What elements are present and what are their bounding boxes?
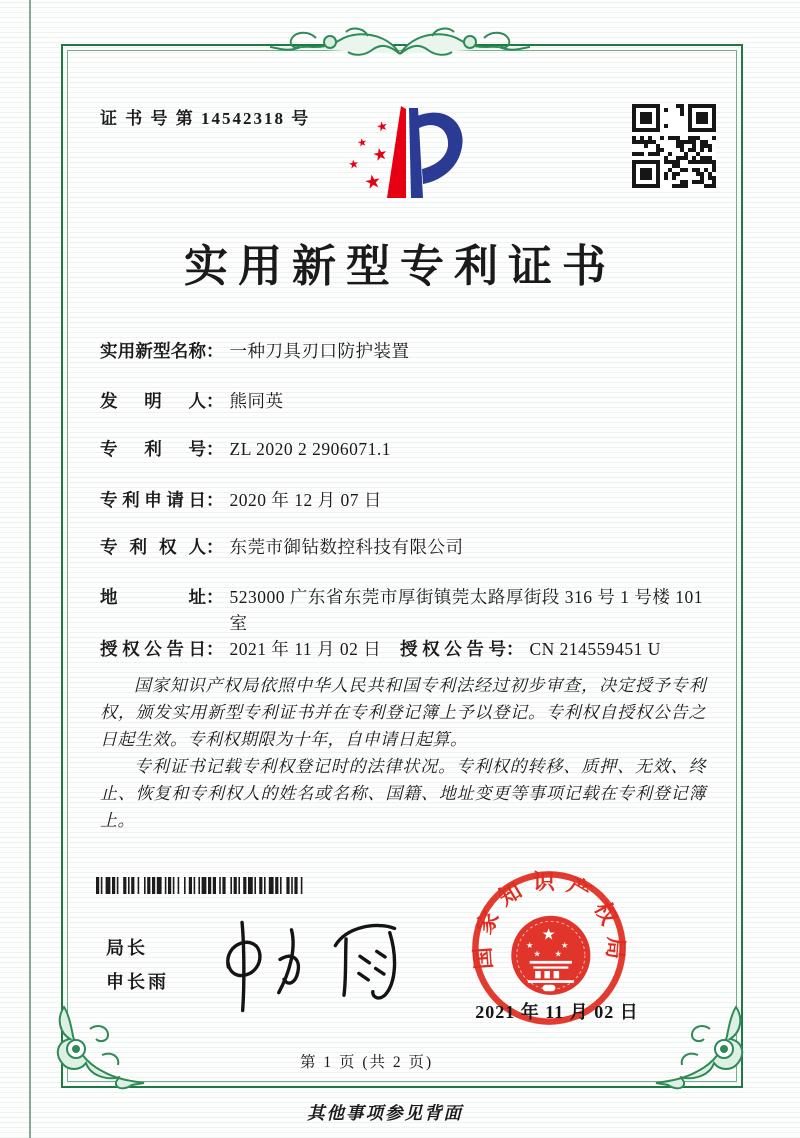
legal-paragraph-2: 专利证书记载专利权登记时的法律状况。专利权的转移、质押、无效、终止、恢复和专利权人的姓名或名称、国籍、地址变更等事项记载在专利登记簿上。 <box>100 757 706 830</box>
field-address <box>100 584 715 636</box>
svg-text:★: ★ <box>362 169 384 195</box>
field-value: 2021 年 11 月 02 日 <box>229 639 382 659</box>
certificate-title: 实用新型专利证书 <box>184 242 616 291</box>
field-label: 实用新型名称 <box>100 341 206 361</box>
cnipa-logo-icon <box>343 96 468 208</box>
field-patentee <box>100 534 715 560</box>
svg-text:★: ★ <box>533 948 541 959</box>
field-label: 专利号 <box>100 439 206 459</box>
svg-text:★: ★ <box>554 948 562 959</box>
field-colon: ： <box>206 537 224 557</box>
svg-text:★: ★ <box>541 924 556 944</box>
see-reverse-note: 其他事项参见背面 <box>307 1103 463 1123</box>
field-value: 2020 年 12 月 07 日 <box>229 490 382 510</box>
field-colon: ： <box>206 490 224 510</box>
handwritten-signature-icon <box>198 903 418 1013</box>
top-scroll-ornament-icon <box>268 24 532 70</box>
field-value: 熊同英 <box>229 391 284 411</box>
field-label: 授权公告日 <box>100 639 206 659</box>
svg-text:★: ★ <box>356 135 369 150</box>
legal-text-block <box>100 672 706 834</box>
seal-grant-date: 2021 年 11 月 02 日 <box>475 1002 639 1022</box>
field-label: 专利申请日 <box>100 490 206 510</box>
field-value: 523000 广东省东莞市厚街镇莞太路厚街段 316 号 1 号楼 101 室 <box>229 587 703 633</box>
svg-text:国家知识产权局: 国家知识产权局 <box>469 869 629 971</box>
field-grant-number <box>400 636 661 662</box>
svg-text:★: ★ <box>374 118 390 136</box>
scan-edge-line <box>29 0 31 1138</box>
field-colon: ： <box>506 639 524 659</box>
field-inventor <box>100 388 715 414</box>
svg-text:★: ★ <box>560 940 569 950</box>
legal-paragraph-1: 国家知识产权局依照中华人民共和国专利法经过初步审查，决定授予专利权，颁发实用新型专利证书并在专利登记簿上予以登记。专利权自授权公告之日起生效。专利权期限为十年，自申请日起算。 <box>100 676 706 749</box>
field-patent-number <box>100 436 715 462</box>
bottom-left-corner-ornament-icon <box>50 1005 145 1097</box>
field-label: 授权公告号 <box>400 639 506 659</box>
field-value: ZL 2020 2 2906071.1 <box>229 439 391 459</box>
field-filing-date <box>100 487 715 513</box>
field-label: 地址 <box>100 587 206 607</box>
field-value: 一种刀具刃口防护装置 <box>229 341 410 361</box>
field-utility-model-name <box>100 338 715 364</box>
field-colon: ： <box>206 587 224 607</box>
svg-text:★: ★ <box>526 940 534 950</box>
field-colon: ： <box>206 341 224 361</box>
page-number: 第 1 页 (共 2 页) <box>300 1054 434 1071</box>
field-colon: ： <box>206 439 224 459</box>
certificate-number: 证 书 号 第 14542318 号 <box>100 109 311 128</box>
barcode <box>96 877 306 894</box>
field-value: CN 214559451 U <box>529 639 661 659</box>
bottom-right-corner-ornament-icon <box>655 1005 750 1097</box>
field-label: 专利权人 <box>100 537 206 557</box>
field-colon: ： <box>206 639 224 659</box>
qr-code <box>632 104 716 188</box>
field-label: 发明人 <box>100 391 206 411</box>
commissioner-title: 局长 <box>106 938 148 958</box>
field-grant-row <box>100 636 715 662</box>
svg-text:★: ★ <box>370 143 390 167</box>
commissioner-name: 申长雨 <box>106 972 169 992</box>
field-colon: ： <box>206 391 224 411</box>
field-value: 东莞市御钻数控科技有限公司 <box>229 537 464 557</box>
svg-text:★: ★ <box>347 156 360 172</box>
